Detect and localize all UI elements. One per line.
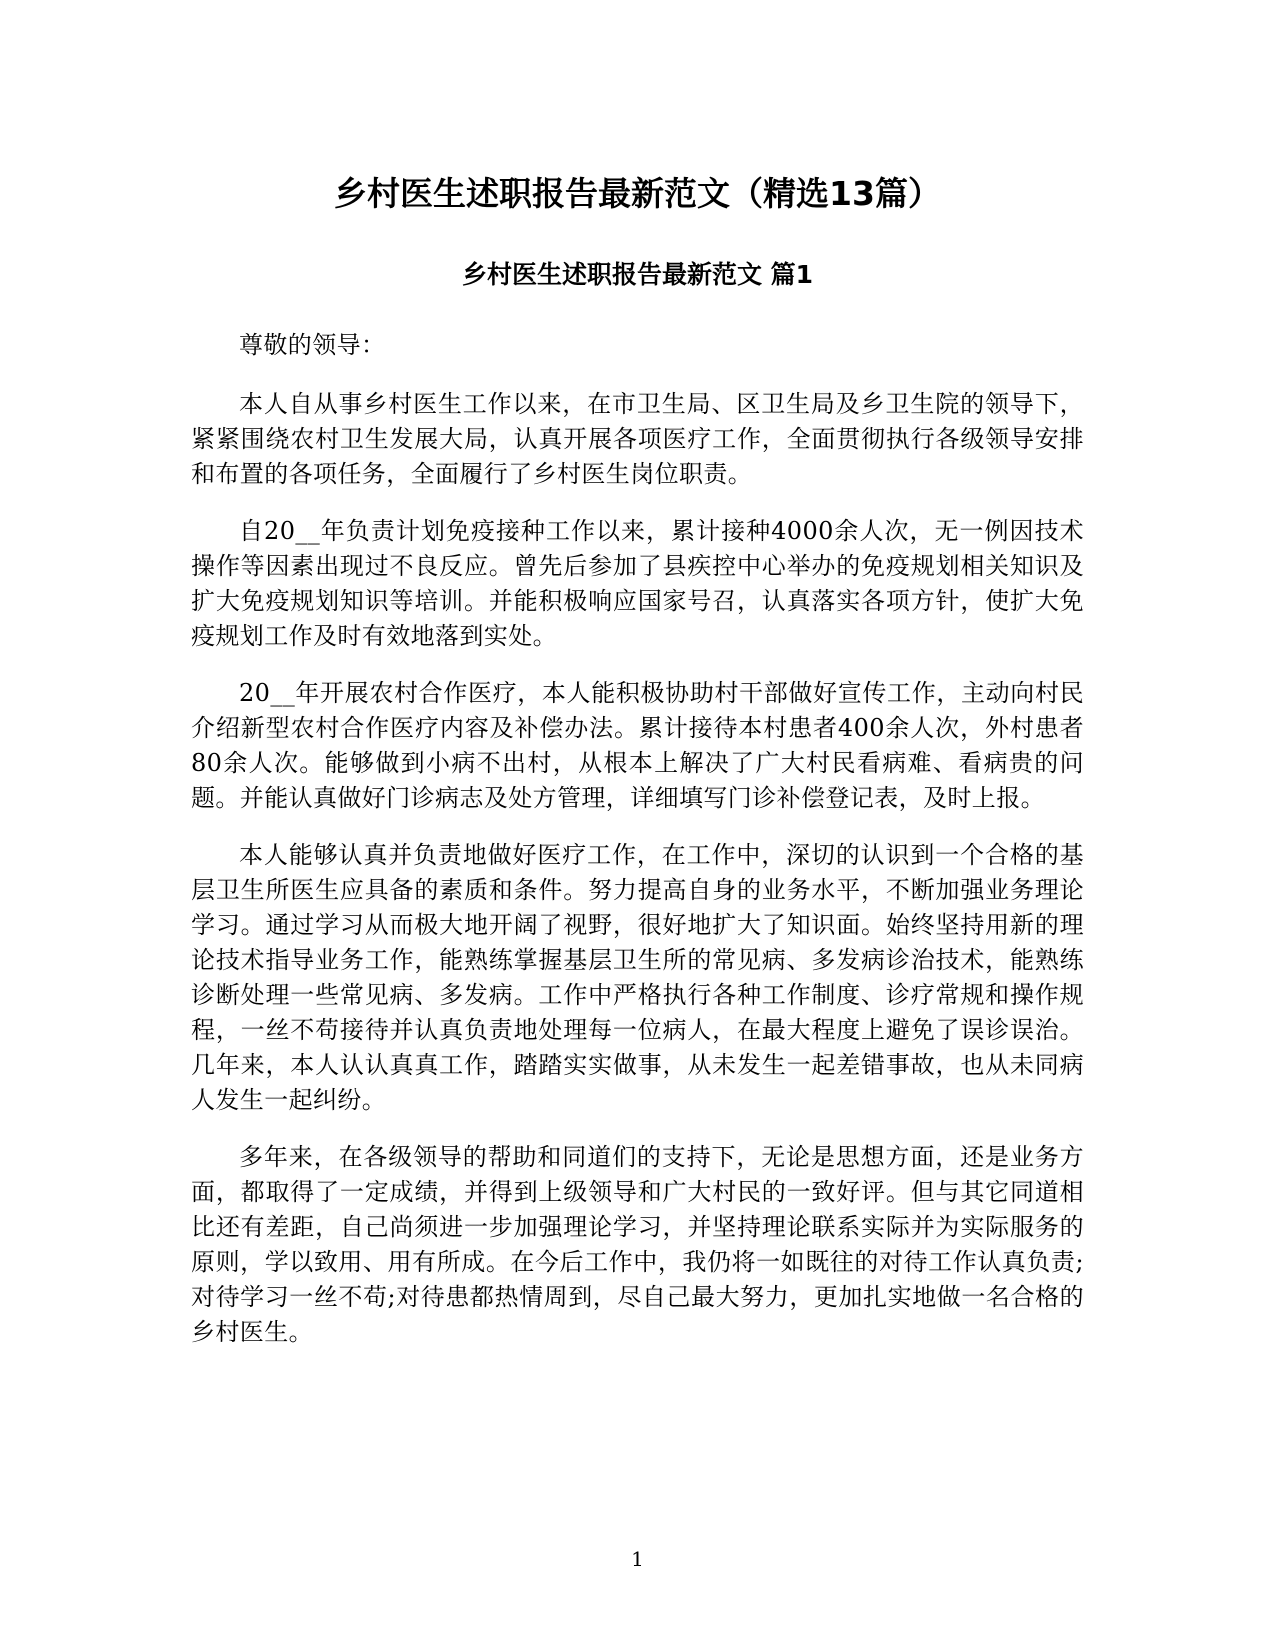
greeting: 尊敬的领导： (239, 331, 386, 359)
paragraph: 多年来，在各级领导的帮助和同道们的支持下，无论是思想方面，还是业务方面，都取得了一定成绩，并得到上级领导和广大村民的一致好评。但与其它同道相比还有差距，自己尚须进一步加强理论学习，并坚持理论联系实际并为实际服务的原则，学以致用、用有所成。在今后工作中，我仍将一如既往的对待工作认真负责;对待学习一丝不苟;对待患都热情周到，尽自己最大努力，更加扎实地做一名合格的乡村医生。 (191, 1143, 1084, 1346)
paragraph: 20__年开展农村合作医疗，本人能积极协助村干部做好宣传工作，主动向村民介绍新型农村合作医疗内容及补偿办法。累计接待本村患者400余人次，外村患者80余人次。能够做到小病不出村，从根本上解决了广大村民看病难、看病贵的问题。并能认真做好门诊病志及处方管理，详细填写门诊补偿登记表，及时上报。 (191, 679, 1084, 812)
paragraph: 本人能够认真并负责地做好医疗工作，在工作中，深切的认识到一个合格的基层卫生所医生应具备的素质和条件。努力提高自身的业务水平，不断加强业务理论学习。通过学习从而极大地开阔了视野，很好地扩大了知识面。始终坚持用新的理论技术指导业务工作，能熟练掌握基层卫生所的常见病、多发病诊治技术，能熟练诊断处理一些常见病、多发病。工作中严格执行各种工作制度、诊疗常规和操作规程，一丝不苟接待并认真负责地处理每一位病人，在最大程度上避免了误诊误治。几年来，本人认认真真工作，踏踏实实做事，从未发生一起差错事故，也从未同病人发生一起纠纷。 (191, 841, 1084, 1114)
paragraph: 本人自从事乡村医生工作以来，在市卫生局、区卫生局及乡卫生院的领导下，紧紧围绕农村卫生发展大局，认真开展各项医疗工作，全面贯彻执行各级领导安排和布置的各项任务，全面履行了乡村医生岗位职责。 (191, 390, 1084, 488)
page-number: 1 (631, 1547, 644, 1571)
paragraph: 自20__年负责计划免疫接种工作以来，累计接种4000余人次，无一例因技术操作等因素出现过不良反应。曾先后参加了县疾控中心举办的免疫规划相关知识及扩大免疫规划知识等培训。并能积极响应国家号召，认真落实各项方针，使扩大免疫规划工作及时有效地落到实处。 (191, 517, 1084, 650)
document-body (191, 328, 1084, 1372)
document-title: 乡村医生述职报告最新范文（精选13篇） (334, 174, 941, 213)
section-title: 乡村医生述职报告最新范文 篇1 (461, 260, 814, 289)
